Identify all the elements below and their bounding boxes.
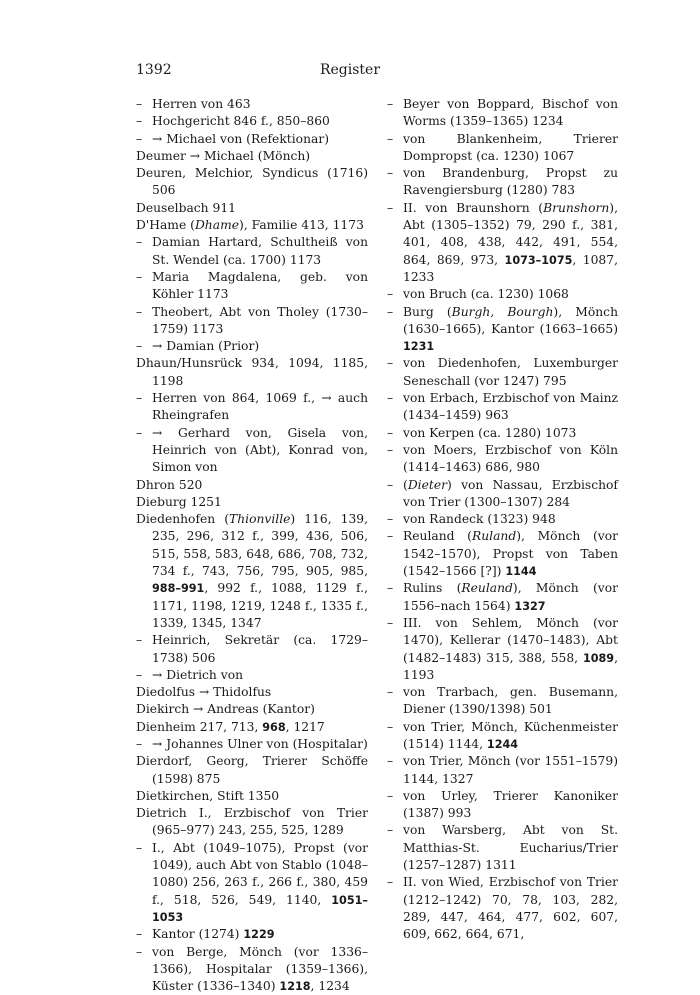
entry-text: → Damian (Prior) [152, 339, 260, 354]
index-entry [136, 355, 368, 390]
entry-text: Deuren, Melchior, Syndicus (1716) 506 [136, 166, 368, 198]
entry-text: D'Hame (Dhame), Familie 413, 1173 [136, 218, 364, 233]
index-subentry [387, 442, 618, 477]
subentry-dash: – [136, 304, 143, 319]
index-subentry [136, 131, 368, 148]
subentry-dash: – [136, 840, 143, 855]
subentry-dash: – [387, 97, 394, 111]
subentry-dash: – [387, 615, 394, 630]
subentry-dash: – [387, 512, 394, 527]
subentry-dash: – [387, 685, 394, 700]
entry-text: → Dietrich von [152, 667, 244, 682]
index-subentry [136, 269, 368, 304]
subentry-dash: – [136, 667, 143, 682]
subentry-dash: – [387, 529, 394, 544]
entry-text: Dietkirchen, Stift 1350 [136, 788, 280, 803]
entry-text: von Blankenheim, Trierer Dompropst (ca. 1230) 1067 [403, 131, 618, 163]
subentry-dash: – [387, 719, 394, 734]
entry-text: Beyer von Boppard, Bischof von Worms (1359–1365) 1234 [403, 97, 618, 129]
subentry-dash: – [136, 97, 143, 111]
subentry-dash: – [387, 425, 394, 440]
index-subentry [387, 528, 618, 580]
entry-text: von Warsberg, Abt von St. Matthias-St. Eucharius/Trier (1257–1287) 1311 [403, 823, 618, 873]
subentry-dash: – [136, 633, 143, 648]
index-entry [136, 217, 368, 234]
entry-text: Theobert, Abt von Tholey (1730–1759) 1173 [152, 304, 368, 336]
index-subentry [136, 96, 368, 113]
index-subentry [387, 165, 618, 200]
subentry-dash: – [387, 166, 394, 181]
subentry-dash: – [387, 442, 394, 457]
entry-text: von Kerpen (ca. 1280) 1073 [403, 425, 577, 440]
index-subentry [136, 632, 368, 667]
subentry-dash: – [136, 425, 143, 440]
entry-text: Burg (Burgh, Bourgh), Mönch (1630–1665), Kantor (1663–1665) 1231 [403, 304, 618, 354]
index-entry [136, 200, 368, 217]
subentry-dash: – [136, 235, 143, 250]
index-subentry [136, 113, 368, 130]
index-subentry [387, 788, 618, 823]
entry-text: → Gerhard von, Gisela von, Heinrich von (Abt), Konrad von, Simon von [152, 425, 368, 475]
index-subentry [387, 874, 618, 943]
subentry-dash: – [387, 356, 394, 371]
index-subentry [136, 338, 368, 355]
subentry-dash: – [136, 736, 143, 751]
index-subentry [387, 286, 618, 303]
index-column-left [136, 96, 368, 995]
entry-text: → Michael von (Refektionar) [152, 131, 329, 146]
entry-text: II. von Wied, Erzbischof von Trier (1212–1242) 70, 78, 103, 282, 289, 447, 464, 477, 602, 607, 609, 662, 664, 671, [403, 875, 618, 942]
entry-text: Dienheim 217, 713, 968, 1217 [136, 719, 325, 734]
subentry-dash: – [136, 131, 143, 146]
entry-text: Diekirch → Andreas (Kantor) [136, 702, 315, 717]
index-subentry [387, 719, 618, 754]
index-entry [136, 684, 368, 701]
index-entry [136, 701, 368, 718]
index-subentry [387, 390, 618, 425]
index-entry [136, 805, 368, 840]
entry-text: von Moers, Erzbischof von Köln (1414–1463) 686, 980 [403, 442, 618, 475]
entry-text: (Dieter) von Nassau, Erzbischof von Trier (1300–1307) 284 [403, 477, 618, 509]
entry-text: Deumer → Michael (Mönch) [136, 148, 311, 163]
index-subentry [387, 753, 618, 788]
subentry-dash: – [387, 304, 394, 319]
entry-text: Dieburg 1251 [136, 494, 222, 509]
entry-text: II. von Braunshorn (Brunshorn), Abt (1305–1352) 79, 290 f., 381, 401, 408, 438, 442, 491, 554, 864, 869, 973, 1073–1075, 1087, 1233 [403, 200, 618, 284]
index-subentry [387, 477, 618, 512]
index-entry [136, 719, 368, 736]
index-column-right [387, 96, 618, 944]
index-subentry [387, 304, 618, 356]
index-subentry [136, 390, 368, 425]
entry-text: von Urley, Trierer Kanoniker (1387) 993 [403, 788, 618, 821]
entry-text: Dietrich I., Erzbischof von Trier (965–977) 243, 255, 525, 1289 [136, 806, 368, 838]
entry-text: → Johannes Ulner von (Hospitalar) [152, 736, 368, 751]
entry-text: Dhaun/Hunsrück 934, 1094, 1185, 1198 [136, 356, 368, 388]
entry-text: Deuselbach 911 [136, 200, 236, 215]
entry-text: Reuland (Ruland), Mönch (vor 1542–1570), Propst von Taben (1542–1566 [?]) 1144 [403, 529, 619, 579]
index-subentry [387, 425, 618, 442]
index-entry [136, 494, 368, 511]
subentry-dash: – [136, 269, 143, 284]
page-number: 1392 [136, 62, 172, 78]
subentry-dash: – [387, 754, 394, 769]
index-subentry [136, 840, 368, 926]
entry-text: von Trier, Mönch, Küchenmeister (1514) 1144, 1244 [403, 719, 618, 751]
index-subentry [136, 736, 368, 753]
entry-text: Dhron 520 [136, 477, 203, 492]
subentry-dash: – [136, 927, 143, 942]
index-subentry [387, 615, 618, 684]
entry-text: Diedolfus → Thidolfus [136, 685, 272, 700]
entry-text: Herren von 864, 1069 f., → auch Rheingrafen [152, 391, 368, 423]
entry-text: I., Abt (1049–1075), Propst (vor 1049), auch Abt von Stablo (1048–1080) 256, 263 f., 266 f., 380, 459 f., 518, 526, 549, 1140, 1051–1053 [152, 840, 368, 924]
subentry-dash: – [136, 944, 143, 959]
entry-text: Rulins (Reuland), Mönch (vor 1556–nach 1564) 1327 [403, 581, 618, 613]
index-subentry [387, 580, 618, 615]
entry-text: III. von Sehlem, Mönch (vor 1470), Kellerar (1470–1483), Abt (1482–1483) 315, 388, 558, 1089, 1193 [403, 615, 618, 682]
entry-text: von Berge, Mönch (vor 1336–1366), Hospitalar (1359–1366), Küster (1336–1340) 1218, 1234 [152, 944, 368, 994]
index-subentry [136, 944, 368, 995]
index-entry [136, 788, 368, 805]
index-subentry [136, 304, 368, 339]
index-subentry [136, 425, 368, 477]
subentry-dash: – [387, 823, 394, 838]
entry-text: von Erbach, Erzbischof von Mainz (1434–1459) 963 [403, 391, 618, 423]
entry-text: Maria Magdalena, geb. von Köhler 1173 [152, 269, 368, 302]
entry-text: Dierdorf, Georg, Trierer Schöffe (1598) 875 [136, 754, 368, 786]
subentry-dash: – [387, 131, 394, 146]
subentry-dash: – [136, 391, 143, 406]
entry-text: von Bruch (ca. 1230) 1068 [403, 287, 569, 302]
subentry-dash: – [136, 114, 143, 129]
running-title: Register [319, 62, 381, 78]
index-subentry [136, 234, 368, 269]
entry-text: von Trier, Mönch (vor 1551–1579) 1144, 1327 [403, 754, 618, 786]
entry-text: von Brandenburg, Propst zu Ravengiersburg (1280) 783 [403, 166, 618, 198]
index-subentry [387, 511, 618, 528]
index-subentry [387, 822, 618, 874]
index-subentry [387, 684, 618, 719]
index-entry [136, 753, 368, 788]
index-entry [136, 165, 368, 200]
subentry-dash: – [387, 477, 394, 492]
entry-text: Heinrich, Sekretär (ca. 1729–1738) 506 [152, 633, 368, 665]
index-entry [136, 148, 368, 165]
entry-text: Damian Hartard, Schultheiß von St. Wendel (ca. 1700) 1173 [152, 235, 368, 267]
index-subentry [387, 200, 618, 286]
entry-text: von Trarbach, gen. Busemann, Diener (1390/1398) 501 [403, 685, 618, 717]
index-subentry [387, 355, 618, 390]
subentry-dash: – [387, 788, 394, 803]
index-subentry [387, 96, 618, 131]
subentry-dash: – [387, 581, 394, 596]
entry-text: von Diedenhofen, Luxemburger Seneschall (vor 1247) 795 [403, 356, 618, 388]
subentry-dash: – [387, 287, 394, 302]
entry-text: Kantor (1274) 1229 [152, 927, 275, 942]
subentry-dash: – [387, 391, 394, 406]
index-entry [136, 477, 368, 494]
subentry-dash: – [387, 200, 394, 215]
index-subentry [136, 667, 368, 684]
subentry-dash: – [387, 875, 394, 890]
index-subentry [387, 131, 618, 166]
entry-text: von Randeck (1323) 948 [403, 512, 556, 527]
index-subentry [136, 926, 368, 943]
entry-text: Herren von 463 [152, 97, 251, 111]
index-entry [136, 511, 368, 632]
entry-text: Hochgericht 846 f., 850–860 [152, 114, 330, 129]
subentry-dash: – [136, 339, 143, 354]
entry-text: Diedenhofen (Thionville) 116, 139, 235, 296, 312 f., 399, 436, 506, 515, 558, 583, 648, 686, 708, 732, 734 f., 743, 756, 795, 905, 985, 988–991, 992 f., 1088, 1129 f., 1171, 1198, 1219, 1248 f., 1335 f., 1339, 1345, 1347 [136, 512, 368, 630]
